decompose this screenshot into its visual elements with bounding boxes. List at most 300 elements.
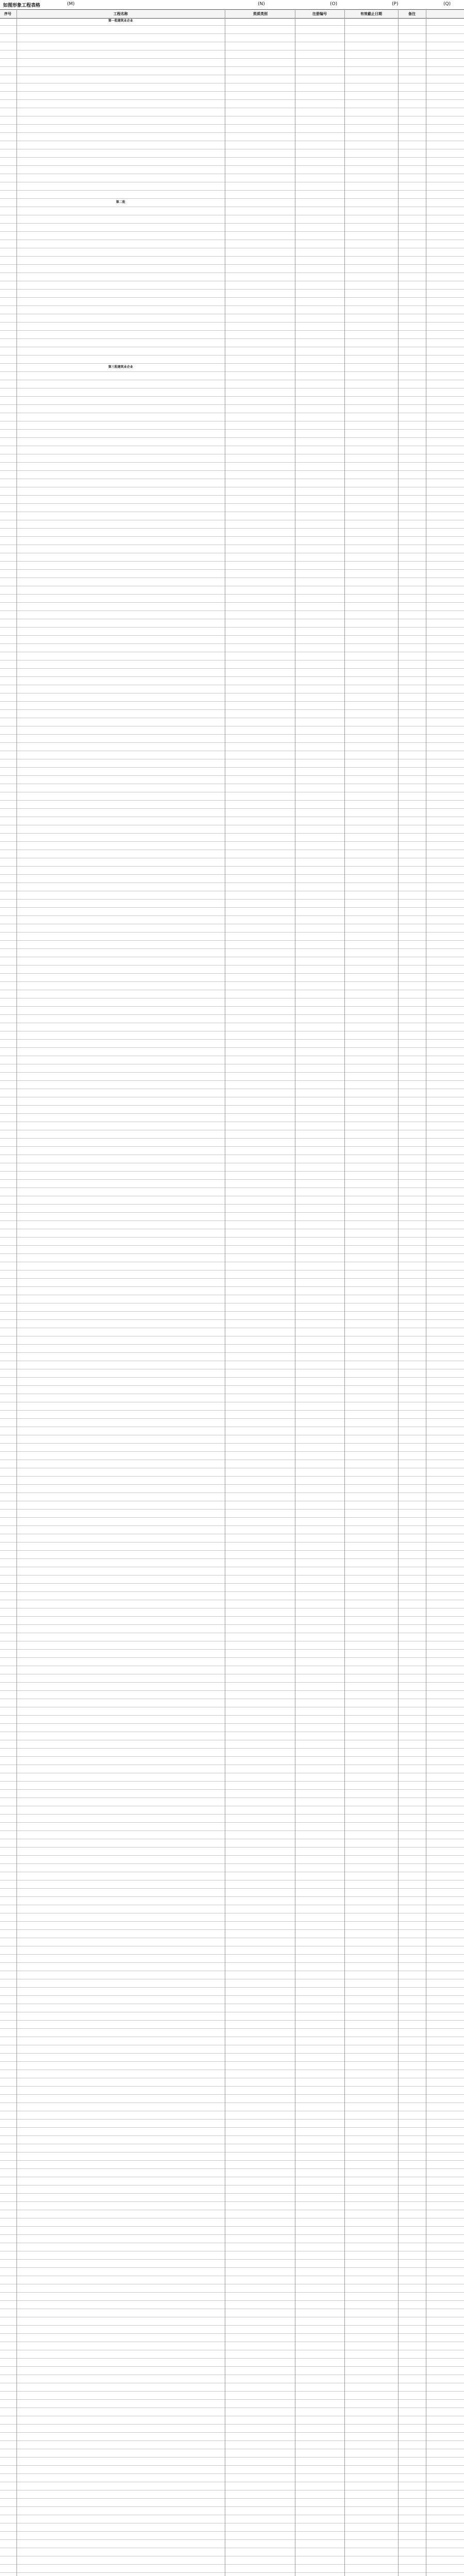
table-row <box>0 1097 464 1106</box>
table-row <box>0 1617 464 1625</box>
table-row <box>0 537 464 545</box>
table-row <box>0 2375 464 2383</box>
table-row <box>0 479 464 487</box>
table-row <box>0 1625 464 1633</box>
table-row <box>0 1732 464 1740</box>
table-row <box>0 240 464 248</box>
table-row <box>0 2425 464 2433</box>
table-row <box>0 1880 464 1889</box>
table-row <box>0 850 464 858</box>
table-row <box>0 1922 464 1930</box>
table-row <box>0 2309 464 2317</box>
table-row <box>0 207 464 215</box>
table-row <box>0 2416 464 2425</box>
table-row <box>0 685 464 693</box>
table-row <box>0 825 464 834</box>
table-row <box>0 1798 464 1806</box>
table-row <box>0 834 464 842</box>
table-row <box>0 619 464 628</box>
table-row <box>0 1073 464 1081</box>
table-row <box>0 1658 464 1666</box>
table-row <box>0 2251 464 2260</box>
table-row <box>0 1081 464 1089</box>
table-row <box>0 545 464 553</box>
table-row <box>0 1790 464 1798</box>
table-row <box>0 1369 464 1378</box>
table-row <box>0 2507 464 2515</box>
table-row <box>0 1716 464 1724</box>
table-row <box>0 1567 464 1575</box>
table-row <box>0 1468 464 1477</box>
table-row <box>0 2433 464 2441</box>
table-row <box>0 1155 464 1163</box>
table-row <box>0 471 464 479</box>
table-row <box>0 116 464 125</box>
table-row <box>0 248 464 257</box>
table-row <box>0 454 464 463</box>
table-row <box>0 2441 464 2449</box>
table-row <box>0 644 464 652</box>
table-row <box>0 1238 464 1246</box>
table-row <box>0 2359 464 2367</box>
table-row <box>0 1650 464 1658</box>
table-row <box>0 2400 464 2408</box>
table-row <box>0 2392 464 2400</box>
section-row <box>0 199 464 207</box>
table-row <box>0 1806 464 1815</box>
table-row <box>0 603 464 611</box>
table-row <box>0 92 464 100</box>
table-row <box>0 2326 464 2334</box>
column-divider <box>344 9 345 2576</box>
table-row <box>0 982 464 990</box>
table-row <box>0 1501 464 1510</box>
table-row <box>0 496 464 504</box>
table-row <box>0 998 464 1007</box>
table-row <box>0 1122 464 1130</box>
table-row <box>0 883 464 891</box>
table-row <box>0 2029 464 2037</box>
table-row <box>0 1172 464 1180</box>
table-row <box>0 1312 464 1320</box>
table-row <box>0 520 464 529</box>
table-row <box>0 2523 464 2532</box>
table-row <box>0 215 464 224</box>
section-label: 第三批建筑业企业 <box>108 365 133 369</box>
table-row <box>0 1683 464 1691</box>
table-row <box>0 2153 464 2161</box>
table-row <box>0 957 464 965</box>
table-row <box>0 2350 464 2359</box>
table-row <box>0 224 464 232</box>
table-row <box>0 281 464 290</box>
table-row <box>0 677 464 685</box>
meta-n: (N) <box>258 2 265 7</box>
table-row <box>0 1749 464 1757</box>
table-row <box>0 2474 464 2482</box>
table-row <box>0 2202 464 2210</box>
table-row <box>0 1205 464 1213</box>
header-type: 资质类别 <box>253 12 268 16</box>
table-row <box>0 1361 464 1369</box>
table-row <box>0 1386 464 1394</box>
table-row <box>0 1320 464 1328</box>
table-row <box>0 693 464 702</box>
table-row <box>0 759 464 768</box>
table-row <box>0 636 464 644</box>
table-row <box>0 1848 464 1856</box>
table-row <box>0 339 464 347</box>
table-row <box>0 2268 464 2276</box>
table-row <box>0 273 464 281</box>
table-row <box>0 405 464 413</box>
table-row <box>0 1930 464 1938</box>
table-row <box>0 100 464 108</box>
table-row <box>0 578 464 586</box>
table-row <box>0 768 464 776</box>
table-row <box>0 1279 464 1287</box>
table-row <box>0 1246 464 1254</box>
table-row <box>0 2177 464 2185</box>
table-row <box>0 1056 464 1064</box>
table-row <box>0 776 464 784</box>
table-row <box>0 2095 464 2103</box>
table-row <box>0 1130 464 1139</box>
table-row <box>0 924 464 933</box>
table-row <box>0 1691 464 1699</box>
table-row <box>0 1765 464 1773</box>
table-row <box>0 660 464 669</box>
table-row <box>0 595 464 603</box>
table-row <box>0 908 464 916</box>
table-row <box>0 990 464 998</box>
table-row <box>0 1444 464 1452</box>
table-row <box>0 487 464 496</box>
table-row <box>0 1707 464 1716</box>
table-row <box>0 553 464 562</box>
table-row <box>0 50 464 59</box>
table-row <box>0 965 464 974</box>
table-row <box>0 817 464 825</box>
table-row <box>0 2276 464 2284</box>
table-row <box>0 133 464 141</box>
table-row <box>0 2161 464 2169</box>
table-row <box>0 42 464 50</box>
header-status: 备注 <box>408 12 416 16</box>
table-row <box>0 1946 464 1955</box>
table-row <box>0 891 464 900</box>
table-row <box>0 1180 464 1188</box>
table-row <box>0 2260 464 2268</box>
table-row <box>0 1526 464 1534</box>
table-row <box>0 2458 464 2466</box>
table-row <box>0 2210 464 2218</box>
header-no: 序号 <box>4 12 11 16</box>
table-row <box>0 125 464 133</box>
table-row <box>0 792 464 801</box>
table-row <box>0 933 464 941</box>
table-row <box>0 2078 464 2087</box>
table-row <box>0 1963 464 1971</box>
table-row <box>0 1163 464 1172</box>
table-row <box>0 2128 464 2136</box>
table-row <box>0 1584 464 1592</box>
table-row <box>0 1064 464 1073</box>
table-row <box>0 1831 464 1839</box>
table-row <box>0 1213 464 1221</box>
table-row <box>0 2012 464 2021</box>
table-row <box>0 562 464 570</box>
table-row <box>0 611 464 619</box>
table-row <box>0 2111 464 2120</box>
column-divider <box>398 9 399 2576</box>
table-row <box>0 1864 464 1872</box>
table-row <box>0 2054 464 2062</box>
table-row <box>0 290 464 298</box>
table-row <box>0 504 464 512</box>
table-row <box>0 355 464 364</box>
table-row <box>0 1897 464 1905</box>
table-row <box>0 314 464 323</box>
table-row <box>0 710 464 718</box>
table-row <box>0 182 464 191</box>
table-row <box>0 257 464 265</box>
section-row <box>0 18 464 26</box>
table-row <box>0 1031 464 1040</box>
table-row <box>0 380 464 388</box>
table-row <box>0 1007 464 1015</box>
table-row <box>0 191 464 199</box>
table-row <box>0 1856 464 1864</box>
table-row <box>0 2284 464 2293</box>
table-row <box>0 2515 464 2523</box>
table-row <box>0 1435 464 1444</box>
table-row <box>0 1147 464 1155</box>
table-row <box>0 430 464 438</box>
table-row <box>0 512 464 520</box>
table-row <box>0 1229 464 1238</box>
table-row <box>0 1872 464 1880</box>
table-row <box>0 2227 464 2235</box>
table-row <box>0 1353 464 1361</box>
table-row <box>0 2021 464 2029</box>
table-row <box>0 1724 464 1732</box>
table-row <box>0 1114 464 1122</box>
table-row <box>0 1089 464 1097</box>
table-row <box>0 1823 464 1831</box>
table-row <box>0 1773 464 1782</box>
table-row <box>0 2317 464 2326</box>
table-row <box>0 463 464 471</box>
table-row <box>0 941 464 949</box>
table-row <box>0 1262 464 1270</box>
table-row <box>0 735 464 743</box>
table-row <box>0 2556 464 2565</box>
table-row <box>0 1048 464 1056</box>
table-row <box>0 2490 464 2499</box>
meta-m: (M) <box>67 2 75 7</box>
table-row <box>0 1270 464 1279</box>
table-row <box>0 2532 464 2540</box>
meta-o: (O) <box>330 2 338 7</box>
table-row <box>0 1955 464 1963</box>
table-row <box>0 2218 464 2227</box>
table-row <box>0 1551 464 1559</box>
table-row <box>0 1345 464 1353</box>
table-row <box>0 1913 464 1922</box>
table-row <box>0 652 464 660</box>
table-row <box>0 2169 464 2177</box>
table-row <box>0 2235 464 2243</box>
table-row <box>0 586 464 595</box>
table-row <box>0 875 464 883</box>
table-row <box>0 1254 464 1262</box>
sheet-title: 如图形象工程表格 <box>3 3 41 8</box>
table-row <box>0 1699 464 1707</box>
meta-p: (P) <box>392 2 399 7</box>
table-row <box>0 2136 464 2144</box>
table-row <box>0 1221 464 1229</box>
table-row <box>0 1979 464 1988</box>
table-row <box>0 1543 464 1551</box>
table-row <box>0 1493 464 1501</box>
table-row <box>0 2004 464 2012</box>
table-row <box>0 1757 464 1765</box>
table-row <box>0 743 464 751</box>
table-row <box>0 1196 464 1205</box>
table-row <box>0 2548 464 2556</box>
table-row <box>0 1411 464 1419</box>
header-name: 工程名称 <box>113 12 128 16</box>
table-row <box>0 413 464 421</box>
table-row <box>0 1988 464 1996</box>
table-row <box>0 2120 464 2128</box>
table-row <box>0 232 464 240</box>
table-row <box>0 1015 464 1023</box>
table-row <box>0 438 464 446</box>
table-row <box>0 1905 464 1913</box>
table-row <box>0 1608 464 1617</box>
section-label: 第一批建筑业企业 <box>108 19 133 23</box>
table-row <box>0 1575 464 1584</box>
table-row <box>0 306 464 314</box>
table-row <box>0 1394 464 1402</box>
table-row <box>0 34 464 42</box>
table-row <box>0 1889 464 1897</box>
table-row <box>0 801 464 809</box>
table-row <box>0 265 464 273</box>
table-row <box>0 570 464 578</box>
table-row <box>0 1336 464 1345</box>
table-row <box>0 372 464 380</box>
table-row <box>0 2293 464 2301</box>
table-row <box>0 2045 464 2054</box>
table-row <box>0 1815 464 1823</box>
table-row <box>0 1402 464 1411</box>
table-row <box>0 867 464 875</box>
table-row <box>0 1740 464 1749</box>
table-row <box>0 842 464 850</box>
table-row <box>0 529 464 537</box>
table-row <box>0 2103 464 2111</box>
table-row <box>0 149 464 158</box>
table-row <box>0 1971 464 1979</box>
table-row <box>0 26 464 34</box>
header-reg: 注册编号 <box>312 12 327 16</box>
table-row <box>0 900 464 908</box>
table-row <box>0 1040 464 1048</box>
table-row <box>0 702 464 710</box>
table-row <box>0 67 464 75</box>
table-row <box>0 2301 464 2309</box>
header-date: 有效截止日期 <box>360 12 382 16</box>
table-row <box>0 83 464 92</box>
table-row <box>0 166 464 174</box>
table-row <box>0 347 464 355</box>
table-row <box>0 174 464 182</box>
table-row <box>0 1559 464 1567</box>
table-row <box>0 75 464 83</box>
table-row <box>0 1839 464 1848</box>
table-row <box>0 2367 464 2375</box>
table-row <box>0 2062 464 2070</box>
table-row <box>0 158 464 166</box>
table-row <box>0 1295 464 1303</box>
table-row <box>0 784 464 792</box>
table-row <box>0 1378 464 1386</box>
table-row <box>0 809 464 817</box>
table-row <box>0 1419 464 1427</box>
table-row <box>0 718 464 726</box>
column-divider <box>16 9 17 2576</box>
sheet-title-row <box>0 0 464 9</box>
table-row <box>0 298 464 306</box>
table-row <box>0 323 464 331</box>
table-row <box>0 397 464 405</box>
table-row <box>0 949 464 957</box>
table-row <box>0 1139 464 1147</box>
section-label: 第二批 <box>115 200 125 204</box>
table-row <box>0 2342 464 2350</box>
table-row <box>0 858 464 867</box>
table-row <box>0 2482 464 2490</box>
table-row <box>0 1938 464 1946</box>
table-row <box>0 1188 464 1196</box>
table-row <box>0 1287 464 1295</box>
table-row <box>0 1600 464 1608</box>
table-row <box>0 1460 464 1468</box>
table-row <box>0 141 464 149</box>
table-row <box>0 974 464 982</box>
table-row <box>0 1641 464 1650</box>
table-row <box>0 1477 464 1485</box>
table-row <box>0 1485 464 1493</box>
table-row <box>0 1534 464 1543</box>
table-row <box>0 1996 464 2004</box>
table-row <box>0 2144 464 2153</box>
table-row <box>0 1106 464 1114</box>
table-row <box>0 2185 464 2194</box>
table-row <box>0 1328 464 1336</box>
table-row <box>0 1427 464 1435</box>
table-row <box>0 59 464 67</box>
table-row <box>0 2408 464 2416</box>
table-row <box>0 2565 464 2573</box>
table-row <box>0 1592 464 1600</box>
table-row <box>0 1452 464 1460</box>
table-row <box>0 2194 464 2202</box>
table-row <box>0 421 464 430</box>
